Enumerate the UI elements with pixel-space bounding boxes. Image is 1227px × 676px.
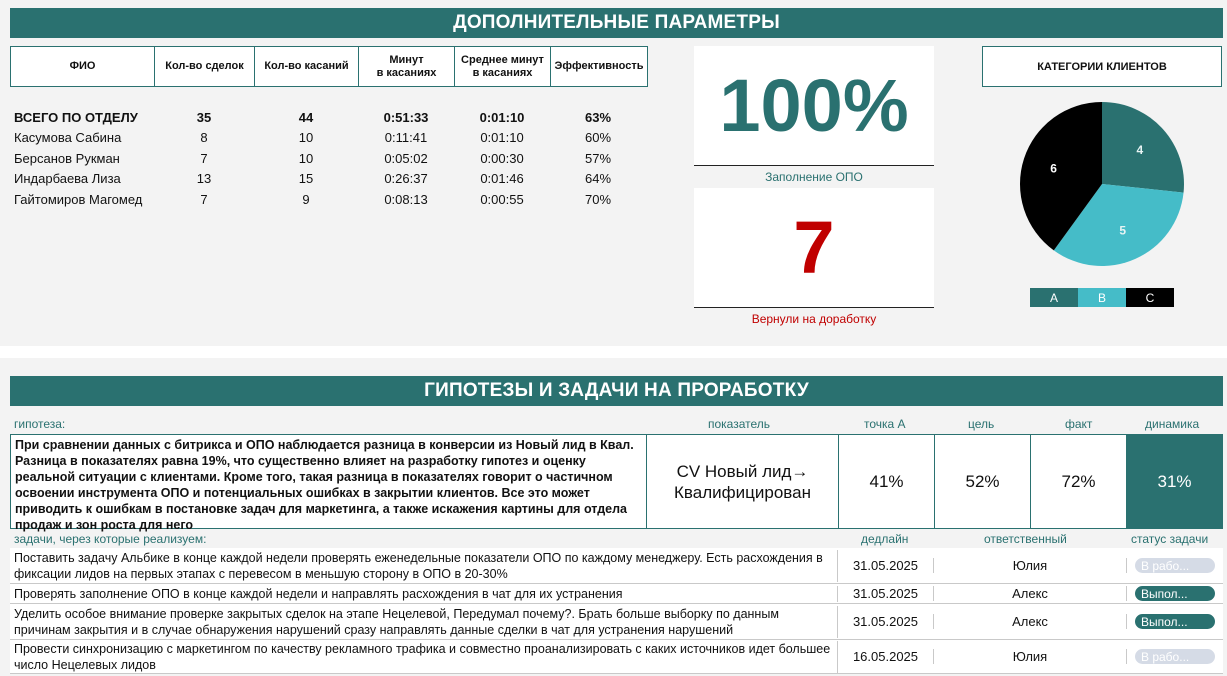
task-row [10, 604, 1223, 640]
cell-touches: 15 [298, 171, 314, 187]
task-description: Уделить особое внимание проверке закрытых сделок на этапе Нецелевой, Передумал почему?. Брать больше выборку по данным причинам закрытия и в случае обнаружения нарушений сразу направлять данные сделки в чат для устранения нарушений [10, 606, 838, 638]
cell-minutes: 0:08:13 [384, 191, 428, 207]
task-row [10, 640, 1223, 674]
cell-avg: 0:01:10 [480, 130, 524, 146]
header-fio: ФИО [11, 47, 155, 86]
task-status-dropdown[interactable]: В рабо... [1135, 649, 1215, 664]
tasks-list [10, 548, 1223, 674]
legend-item-a: A [1030, 288, 1078, 307]
label-dynamics: динамика [1145, 417, 1200, 431]
table-row [10, 169, 646, 190]
label-status: статус задачи [1131, 532, 1209, 546]
label-point-a: точка А [864, 417, 906, 431]
chart-legend [1030, 288, 1174, 307]
chart-title: КАТЕГОРИИ КЛИЕНТОВ [982, 46, 1222, 87]
cell-avg: 0:00:55 [480, 191, 524, 207]
task-row [10, 548, 1223, 584]
cell-name: Гайтомиров Магомед [14, 191, 143, 207]
kpi-fill-caption: Заполнение ОПО [765, 170, 863, 184]
cell-eff: 63% [584, 109, 612, 125]
task-status-dropdown[interactable]: В рабо... [1135, 558, 1215, 573]
cell-name: Берсанов Рукман [14, 150, 120, 166]
task-responsible: Алекс [934, 586, 1127, 601]
cell-avg: 0:01:46 [480, 171, 524, 187]
hypothesis-row [10, 434, 1223, 532]
cell-minutes: 0:11:41 [384, 130, 428, 146]
cell-deals: 35 [196, 109, 212, 125]
cell-name: Индарбаева Лиза [14, 171, 121, 187]
hypothesis-fact: 72% [1031, 435, 1127, 528]
kpi-returned-caption: Вернули на доработку [751, 312, 877, 326]
task-status-dropdown[interactable]: Выпол... [1135, 586, 1215, 601]
stats-table-header [10, 46, 648, 87]
hypothesis-dynamics: 31% [1127, 435, 1222, 528]
header-avg-minutes: Среднее минут в касаниях [455, 47, 551, 86]
cell-name: ВСЕГО ПО ОТДЕЛУ [14, 109, 138, 125]
hypothesis-point-a: 41% [839, 435, 935, 528]
legend-item-b: B [1078, 288, 1126, 307]
header-deals: Кол-во сделок [155, 47, 255, 86]
table-row [10, 148, 646, 169]
cell-touches: 10 [298, 150, 314, 166]
cell-avg: 0:00:30 [480, 150, 524, 166]
cell-touches: 44 [298, 109, 314, 125]
task-responsible: Юлия [934, 649, 1127, 664]
table-row [10, 189, 646, 210]
pie-chart [1010, 94, 1194, 278]
header-efficiency: Эффективность [554, 60, 644, 72]
cell-eff: 64% [584, 171, 612, 187]
table-row [10, 128, 646, 149]
kpi-fill-card [694, 46, 934, 166]
cell-eff: 70% [584, 191, 612, 207]
pie-data-label: 5 [1119, 223, 1127, 238]
task-deadline: 31.05.2025 [838, 614, 934, 629]
cell-minutes: 0:26:37 [384, 171, 428, 187]
cell-deals: 7 [200, 191, 208, 207]
section-title-hypotheses: ГИПОТЕЗЫ И ЗАДАЧИ НА ПРОРАБОТКУ [10, 376, 1223, 406]
header-minutes: Минут в касаниях [359, 47, 455, 86]
section-divider [0, 346, 1227, 358]
kpi-returned-card [694, 188, 934, 308]
task-deadline: 31.05.2025 [838, 586, 934, 601]
task-deadline: 16.05.2025 [838, 649, 934, 664]
task-description: Провести синхронизацию с маркетингом по качеству рекламного трафика и совместно проанализировать с каких источников идет большее число Нецелевых лидов [10, 641, 838, 673]
stats-table-body [10, 107, 646, 210]
cell-minutes: 0:05:02 [384, 150, 428, 166]
label-deadline: дедлайн [861, 532, 909, 546]
cell-deals: 7 [200, 150, 208, 166]
cell-eff: 57% [584, 150, 612, 166]
cell-touches: 10 [298, 130, 314, 146]
hypothesis-text: При сравнении данных с битрикса и ОПО наблюдается разница в конверсии из Новый лид в Квал. Разница в показателях равна 19%, что существенно влияет на разработку гипотез и оценку реальной ситуации с клиентами. Кроме того, такая разница в показателях говорит о частичном освоении инструмента ОПО и потенциальных ошибках в закрытии клиентов. Все это может приводить к ошибкам в постановке задач для маркетинга, а также искажения картины для отдела продаж и зон роста для него [11, 435, 647, 528]
label-responsible: ответственный [984, 532, 1067, 546]
label-hypothesis: гипотеза: [14, 417, 66, 431]
cell-avg: 0:01:10 [479, 109, 525, 125]
task-description: Поставить задачу Альбике в конце каждой недели проверять еженедельные показатели ОПО по каждому менеджеру. Есть расхождения в фиксации лидов на первых этапах с перевесом в меньшую сторону в ОПО в 20-30% [10, 550, 838, 582]
table-row-total [10, 107, 646, 128]
task-responsible: Юлия [934, 558, 1127, 573]
hypothesis-indicator: CV Новый лид→ Квалифицирован [647, 435, 839, 528]
cell-eff: 60% [584, 130, 612, 146]
cell-deals: 13 [196, 171, 212, 187]
label-tasks: задачи, через которые реализуем: [14, 532, 207, 546]
pie-data-label: 4 [1136, 142, 1144, 157]
task-description: Проверять заполнение ОПО в конце каждой недели и направлять расхождения в чат для их устранения [10, 586, 838, 602]
label-fact: факт [1065, 417, 1093, 431]
hypothesis-goal: 52% [935, 435, 1031, 528]
cell-deals: 8 [200, 130, 208, 146]
task-status-dropdown[interactable]: Выпол... [1135, 614, 1215, 629]
label-goal: цель [968, 417, 995, 431]
section-title-additional: ДОПОЛНИТЕЛЬНЫЕ ПАРАМЕТРЫ [10, 8, 1223, 38]
legend-item-c: C [1126, 288, 1174, 307]
header-touches: Кол-во касаний [255, 47, 359, 86]
cell-name: Касумова Сабина [14, 130, 122, 146]
label-indicator: показатель [708, 417, 771, 431]
kpi-fill-value: 100% [719, 64, 909, 147]
task-row [10, 584, 1223, 604]
task-deadline: 31.05.2025 [838, 558, 934, 573]
task-responsible: Алекс [934, 614, 1127, 629]
cell-minutes: 0:51:33 [383, 109, 429, 125]
kpi-returned-value: 7 [793, 206, 835, 289]
pie-data-label: 6 [1050, 161, 1057, 176]
cell-touches: 9 [302, 191, 310, 207]
